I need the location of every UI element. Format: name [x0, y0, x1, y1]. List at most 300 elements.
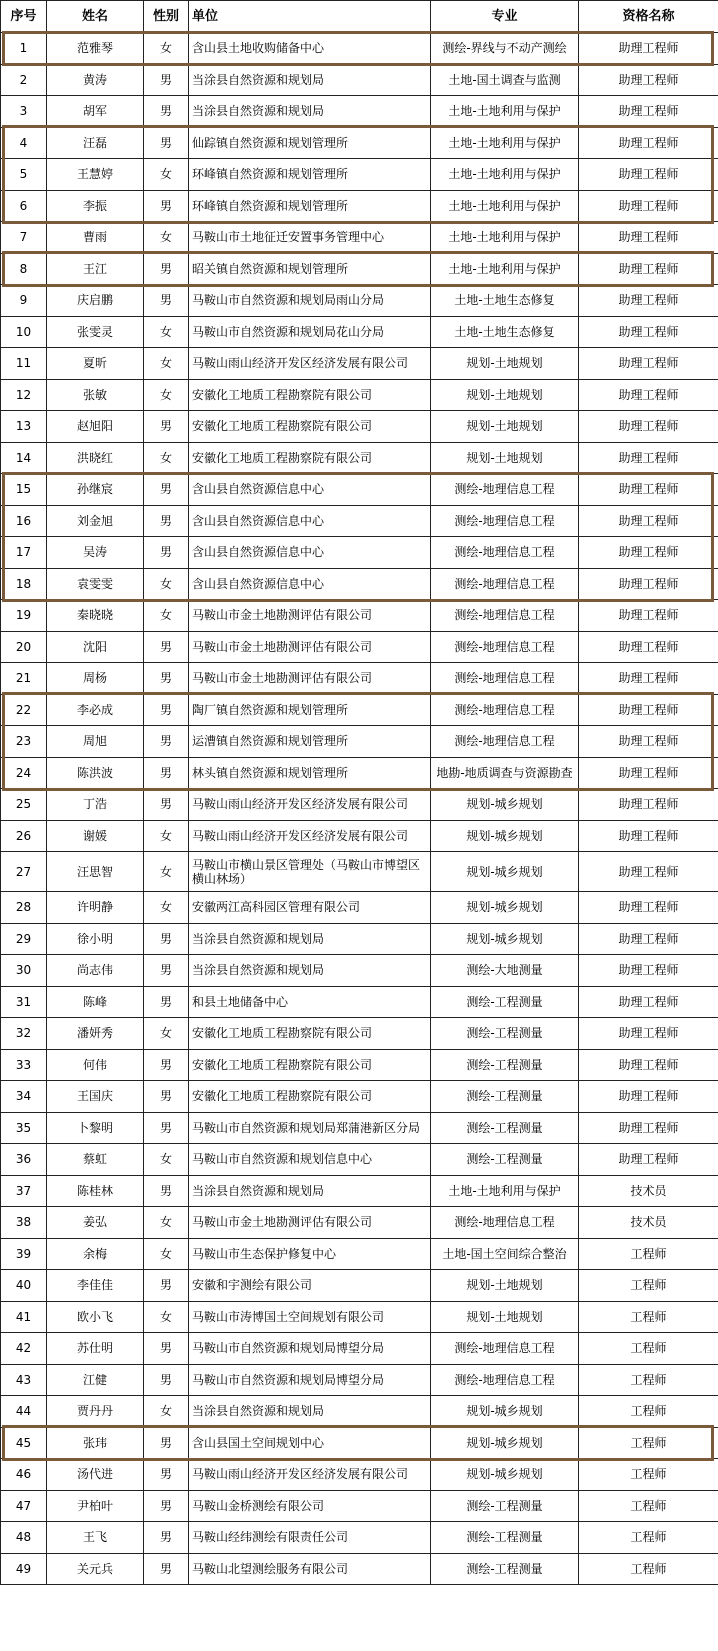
cell-unit: 马鞍山市金土地勘测评估有限公司 [189, 663, 431, 695]
cell-qual: 工程师 [579, 1522, 718, 1554]
cell-no: 25 [1, 789, 47, 821]
cell-gender: 男 [144, 955, 189, 987]
cell-name: 张雯灵 [47, 316, 144, 348]
cell-qual: 助理工程师 [579, 64, 718, 96]
cell-qual: 助理工程师 [579, 159, 718, 191]
table-row [1, 820, 718, 852]
cell-major: 规划-城乡规划 [431, 923, 579, 955]
table-row [1, 852, 718, 892]
cell-gender: 女 [144, 892, 189, 924]
cell-no: 20 [1, 631, 47, 663]
cell-name: 王国庆 [47, 1081, 144, 1113]
cell-unit: 含山县国土空间规划中心 [189, 1427, 431, 1459]
cell-name: 李必成 [47, 694, 144, 726]
table-row [1, 1364, 718, 1396]
cell-unit: 安徽和宇测绘有限公司 [189, 1270, 431, 1302]
cell-unit: 当涂县自然资源和规划局 [189, 923, 431, 955]
cell-unit: 林头镇自然资源和规划管理所 [189, 757, 431, 789]
cell-no: 32 [1, 1018, 47, 1050]
cell-gender: 女 [144, 600, 189, 632]
cell-name: 袁雯雯 [47, 568, 144, 600]
table-row [1, 1238, 718, 1270]
cell-gender: 男 [144, 726, 189, 758]
cell-name: 苏仕明 [47, 1333, 144, 1365]
cell-major: 测绘-工程测量 [431, 1144, 579, 1176]
cell-name: 谢媛 [47, 820, 144, 852]
cell-major: 规划-城乡规划 [431, 1459, 579, 1491]
cell-major: 土地-土地利用与保护 [431, 1175, 579, 1207]
table-row [1, 474, 718, 506]
cell-major: 规划-城乡规划 [431, 1427, 579, 1459]
cell-no: 13 [1, 411, 47, 443]
cell-name: 何伟 [47, 1049, 144, 1081]
table-row [1, 159, 718, 191]
cell-gender: 男 [144, 537, 189, 569]
cell-no: 46 [1, 1459, 47, 1491]
cell-unit: 马鞍山市自然资源和规划局雨山分局 [189, 285, 431, 317]
cell-qual: 助理工程师 [579, 852, 718, 892]
cell-unit: 马鞍山经纬测绘有限责任公司 [189, 1522, 431, 1554]
cell-name: 汪磊 [47, 127, 144, 159]
cell-name: 陈洪波 [47, 757, 144, 789]
cell-no: 18 [1, 568, 47, 600]
cell-gender: 男 [144, 64, 189, 96]
cell-unit: 昭关镇自然资源和规划管理所 [189, 253, 431, 285]
cell-no: 33 [1, 1049, 47, 1081]
cell-no: 11 [1, 348, 47, 380]
cell-gender: 男 [144, 1522, 189, 1554]
cell-major: 测绘-地理信息工程 [431, 694, 579, 726]
cell-unit: 当涂县自然资源和规划局 [189, 1175, 431, 1207]
cell-name: 关元兵 [47, 1553, 144, 1585]
cell-major: 规划-城乡规划 [431, 892, 579, 924]
cell-unit: 含山县土地收购储备中心 [189, 33, 431, 65]
cell-major: 规划-城乡规划 [431, 852, 579, 892]
cell-no: 42 [1, 1333, 47, 1365]
cell-no: 7 [1, 222, 47, 254]
cell-gender: 男 [144, 789, 189, 821]
cell-major: 测绘-地理信息工程 [431, 1333, 579, 1365]
cell-gender: 男 [144, 253, 189, 285]
cell-no: 12 [1, 379, 47, 411]
header-gender: 性别 [144, 1, 189, 33]
cell-no: 31 [1, 986, 47, 1018]
cell-unit: 含山县自然资源信息中心 [189, 474, 431, 506]
table-row [1, 726, 718, 758]
cell-gender: 女 [144, 33, 189, 65]
cell-name: 庆启鹏 [47, 285, 144, 317]
cell-qual: 工程师 [579, 1301, 718, 1333]
cell-no: 4 [1, 127, 47, 159]
cell-unit: 马鞍山市金土地勘测评估有限公司 [189, 631, 431, 663]
cell-gender: 女 [144, 348, 189, 380]
cell-major: 测绘-地理信息工程 [431, 631, 579, 663]
cell-unit: 当涂县自然资源和规划局 [189, 96, 431, 128]
cell-qual: 助理工程师 [579, 663, 718, 695]
cell-gender: 女 [144, 852, 189, 892]
cell-major: 规划-土地规划 [431, 1301, 579, 1333]
cell-qual: 助理工程师 [579, 348, 718, 380]
table-row [1, 1049, 718, 1081]
cell-qual: 助理工程师 [579, 253, 718, 285]
cell-major: 规划-城乡规划 [431, 1396, 579, 1428]
table-row [1, 537, 718, 569]
table-row [1, 96, 718, 128]
cell-no: 30 [1, 955, 47, 987]
cell-major: 土地-土地利用与保护 [431, 96, 579, 128]
cell-major: 测绘-地理信息工程 [431, 600, 579, 632]
cell-gender: 男 [144, 1490, 189, 1522]
cell-qual: 助理工程师 [579, 505, 718, 537]
cell-name: 张玮 [47, 1427, 144, 1459]
cell-gender: 男 [144, 1270, 189, 1302]
table-row [1, 789, 718, 821]
cell-name: 孙继宸 [47, 474, 144, 506]
cell-unit: 当涂县自然资源和规划局 [189, 955, 431, 987]
cell-unit: 安徽化工地质工程勘察院有限公司 [189, 411, 431, 443]
cell-unit: 马鞍山市自然资源和规划信息中心 [189, 1144, 431, 1176]
table-row [1, 1301, 718, 1333]
cell-gender: 女 [144, 1207, 189, 1239]
cell-name: 许明静 [47, 892, 144, 924]
cell-no: 43 [1, 1364, 47, 1396]
cell-qual: 工程师 [579, 1553, 718, 1585]
cell-unit: 安徽化工地质工程勘察院有限公司 [189, 1081, 431, 1113]
cell-name: 洪晓红 [47, 442, 144, 474]
cell-gender: 女 [144, 379, 189, 411]
header-name: 姓名 [47, 1, 144, 33]
cell-unit: 安徽两江高科园区管理有限公司 [189, 892, 431, 924]
table-row [1, 1459, 718, 1491]
cell-major: 测绘-地理信息工程 [431, 663, 579, 695]
cell-major: 测绘-工程测量 [431, 1081, 579, 1113]
table-row [1, 316, 718, 348]
cell-qual: 助理工程师 [579, 127, 718, 159]
cell-major: 土地-国土调查与监测 [431, 64, 579, 96]
cell-unit: 仙踪镇自然资源和规划管理所 [189, 127, 431, 159]
cell-name: 蔡虹 [47, 1144, 144, 1176]
cell-major: 土地-土地生态修复 [431, 285, 579, 317]
cell-qual: 助理工程师 [579, 568, 718, 600]
cell-gender: 女 [144, 159, 189, 191]
cell-gender: 男 [144, 631, 189, 663]
table-row [1, 663, 718, 695]
cell-name: 张敏 [47, 379, 144, 411]
cell-major: 测绘-地理信息工程 [431, 474, 579, 506]
cell-unit: 马鞍山市自然资源和规划局博望分局 [189, 1333, 431, 1365]
cell-no: 45 [1, 1427, 47, 1459]
cell-no: 36 [1, 1144, 47, 1176]
cell-qual: 助理工程师 [579, 537, 718, 569]
cell-no: 41 [1, 1301, 47, 1333]
table-row [1, 127, 718, 159]
table-row [1, 379, 718, 411]
table-row [1, 1144, 718, 1176]
cell-unit: 安徽化工地质工程勘察院有限公司 [189, 379, 431, 411]
cell-unit: 含山县自然资源信息中心 [189, 505, 431, 537]
cell-gender: 男 [144, 663, 189, 695]
table-row [1, 1018, 718, 1050]
cell-major: 土地-土地利用与保护 [431, 253, 579, 285]
cell-name: 刘金旭 [47, 505, 144, 537]
cell-unit: 马鞍山北望测绘服务有限公司 [189, 1553, 431, 1585]
cell-qual: 助理工程师 [579, 820, 718, 852]
table-row [1, 1490, 718, 1522]
cell-name: 汤代进 [47, 1459, 144, 1491]
cell-no: 26 [1, 820, 47, 852]
cell-qual: 助理工程师 [579, 923, 718, 955]
cell-name: 尚志伟 [47, 955, 144, 987]
header-unit: 单位 [189, 1, 431, 33]
table-row [1, 1333, 718, 1365]
table-row [1, 1427, 718, 1459]
cell-name: 王江 [47, 253, 144, 285]
cell-no: 44 [1, 1396, 47, 1428]
cell-no: 23 [1, 726, 47, 758]
cell-name: 余梅 [47, 1238, 144, 1270]
cell-unit: 马鞍山雨山经济开发区经济发展有限公司 [189, 820, 431, 852]
cell-no: 40 [1, 1270, 47, 1302]
cell-unit: 马鞍山金桥测绘有限公司 [189, 1490, 431, 1522]
cell-unit: 马鞍山市自然资源和规划局郑蒲港新区分局 [189, 1112, 431, 1144]
cell-name: 曹雨 [47, 222, 144, 254]
cell-qual: 助理工程师 [579, 316, 718, 348]
table-row [1, 222, 718, 254]
cell-gender: 男 [144, 1459, 189, 1491]
cell-unit: 安徽化工地质工程勘察院有限公司 [189, 442, 431, 474]
header-row [1, 1, 718, 33]
cell-gender: 男 [144, 1553, 189, 1585]
cell-major: 测绘-界线与不动产测绘 [431, 33, 579, 65]
cell-qual: 工程师 [579, 1490, 718, 1522]
cell-unit: 马鞍山市生态保护修复中心 [189, 1238, 431, 1270]
cell-unit: 马鞍山市涛博国土空间规划有限公司 [189, 1301, 431, 1333]
cell-qual: 助理工程师 [579, 955, 718, 987]
cell-qual: 工程师 [579, 1333, 718, 1365]
cell-no: 35 [1, 1112, 47, 1144]
cell-no: 48 [1, 1522, 47, 1554]
cell-gender: 男 [144, 505, 189, 537]
table-row [1, 1081, 718, 1113]
cell-major: 土地-国土空间综合整治 [431, 1238, 579, 1270]
cell-unit: 马鞍山雨山经济开发区经济发展有限公司 [189, 348, 431, 380]
table-row [1, 348, 718, 380]
cell-no: 37 [1, 1175, 47, 1207]
cell-qual: 助理工程师 [579, 986, 718, 1018]
cell-name: 黄涛 [47, 64, 144, 96]
cell-name: 夏昕 [47, 348, 144, 380]
cell-unit: 马鞍山市自然资源和规划局博望分局 [189, 1364, 431, 1396]
cell-gender: 男 [144, 411, 189, 443]
cell-name: 王飞 [47, 1522, 144, 1554]
cell-unit: 运漕镇自然资源和规划管理所 [189, 726, 431, 758]
cell-major: 测绘-工程测量 [431, 1522, 579, 1554]
cell-gender: 男 [144, 923, 189, 955]
cell-qual: 工程师 [579, 1270, 718, 1302]
cell-unit: 当涂县自然资源和规划局 [189, 1396, 431, 1428]
table-row [1, 505, 718, 537]
cell-no: 17 [1, 537, 47, 569]
cell-qual: 助理工程师 [579, 600, 718, 632]
cell-major: 土地-土地利用与保护 [431, 190, 579, 222]
cell-major: 测绘-工程测量 [431, 1112, 579, 1144]
cell-name: 丁浩 [47, 789, 144, 821]
cell-gender: 女 [144, 316, 189, 348]
table-row [1, 986, 718, 1018]
cell-unit: 安徽化工地质工程勘察院有限公司 [189, 1049, 431, 1081]
cell-major: 规划-城乡规划 [431, 789, 579, 821]
cell-name: 陈峰 [47, 986, 144, 1018]
cell-gender: 女 [144, 1144, 189, 1176]
cell-major: 规划-土地规划 [431, 442, 579, 474]
cell-qual: 助理工程师 [579, 1081, 718, 1113]
cell-major: 地勘-地质调查与资源勘查 [431, 757, 579, 789]
cell-name: 范雅琴 [47, 33, 144, 65]
cell-name: 贾丹丹 [47, 1396, 144, 1428]
cell-major: 土地-土地利用与保护 [431, 127, 579, 159]
header-qual: 资格名称 [579, 1, 718, 33]
table-row [1, 892, 718, 924]
cell-major: 土地-土地利用与保护 [431, 159, 579, 191]
cell-qual: 助理工程师 [579, 694, 718, 726]
cell-no: 39 [1, 1238, 47, 1270]
table-row [1, 568, 718, 600]
cell-major: 测绘-大地测量 [431, 955, 579, 987]
cell-unit: 马鞍山雨山经济开发区经济发展有限公司 [189, 789, 431, 821]
cell-qual: 助理工程师 [579, 1112, 718, 1144]
cell-gender: 男 [144, 127, 189, 159]
cell-major: 土地-土地生态修复 [431, 316, 579, 348]
cell-unit: 马鞍山市金土地勘测评估有限公司 [189, 1207, 431, 1239]
cell-gender: 男 [144, 1427, 189, 1459]
cell-name: 周杨 [47, 663, 144, 695]
cell-no: 2 [1, 64, 47, 96]
cell-name: 沈阳 [47, 631, 144, 663]
cell-gender: 男 [144, 986, 189, 1018]
cell-major: 测绘-地理信息工程 [431, 537, 579, 569]
cell-gender: 女 [144, 1396, 189, 1428]
cell-qual: 助理工程师 [579, 474, 718, 506]
cell-unit: 环峰镇自然资源和规划管理所 [189, 190, 431, 222]
cell-gender: 男 [144, 1364, 189, 1396]
cell-major: 规划-土地规划 [431, 348, 579, 380]
cell-no: 3 [1, 96, 47, 128]
cell-name: 尹柏叶 [47, 1490, 144, 1522]
cell-no: 21 [1, 663, 47, 695]
cell-no: 49 [1, 1553, 47, 1585]
cell-unit: 和县土地储备中心 [189, 986, 431, 1018]
cell-name: 姜弘 [47, 1207, 144, 1239]
cell-major: 测绘-工程测量 [431, 1490, 579, 1522]
table-row [1, 1175, 718, 1207]
cell-name: 汪思智 [47, 852, 144, 892]
cell-qual: 助理工程师 [579, 190, 718, 222]
cell-qual: 工程师 [579, 1459, 718, 1491]
cell-name: 欧小飞 [47, 1301, 144, 1333]
cell-no: 8 [1, 253, 47, 285]
cell-qual: 助理工程师 [579, 1144, 718, 1176]
cell-qual: 助理工程师 [579, 1018, 718, 1050]
cell-no: 47 [1, 1490, 47, 1522]
table-row [1, 631, 718, 663]
cell-no: 15 [1, 474, 47, 506]
cell-name: 胡军 [47, 96, 144, 128]
table-row [1, 1522, 718, 1554]
cell-gender: 男 [144, 1081, 189, 1113]
cell-gender: 男 [144, 1175, 189, 1207]
cell-name: 李振 [47, 190, 144, 222]
cell-qual: 助理工程师 [579, 757, 718, 789]
cell-name: 赵旭阳 [47, 411, 144, 443]
table-row [1, 64, 718, 96]
cell-major: 规划-土地规划 [431, 1270, 579, 1302]
cell-name: 陈桂林 [47, 1175, 144, 1207]
cell-qual: 助理工程师 [579, 96, 718, 128]
table-row [1, 411, 718, 443]
cell-major: 测绘-工程测量 [431, 1018, 579, 1050]
cell-name: 江健 [47, 1364, 144, 1396]
table-row [1, 253, 718, 285]
cell-no: 14 [1, 442, 47, 474]
cell-qual: 工程师 [579, 1396, 718, 1428]
cell-gender: 女 [144, 1301, 189, 1333]
cell-qual: 工程师 [579, 1364, 718, 1396]
cell-no: 9 [1, 285, 47, 317]
cell-qual: 工程师 [579, 1427, 718, 1459]
cell-unit: 含山县自然资源信息中心 [189, 568, 431, 600]
table-row [1, 600, 718, 632]
cell-gender: 女 [144, 1238, 189, 1270]
cell-qual: 助理工程师 [579, 789, 718, 821]
cell-qual: 助理工程师 [579, 33, 718, 65]
table-row [1, 955, 718, 987]
cell-major: 规划-城乡规划 [431, 820, 579, 852]
cell-gender: 男 [144, 694, 189, 726]
cell-no: 28 [1, 892, 47, 924]
cell-no: 24 [1, 757, 47, 789]
cell-no: 19 [1, 600, 47, 632]
cell-gender: 女 [144, 820, 189, 852]
cell-major: 测绘-工程测量 [431, 1553, 579, 1585]
cell-qual: 技术员 [579, 1175, 718, 1207]
cell-unit: 马鞍山市自然资源和规划局花山分局 [189, 316, 431, 348]
cell-no: 29 [1, 923, 47, 955]
cell-no: 1 [1, 33, 47, 65]
cell-major: 测绘-地理信息工程 [431, 726, 579, 758]
cell-major: 土地-土地利用与保护 [431, 222, 579, 254]
cell-qual: 助理工程师 [579, 442, 718, 474]
cell-unit: 马鞍山市横山景区管理处（马鞍山市博望区横山林场） [189, 852, 431, 892]
table-row [1, 694, 718, 726]
cell-unit: 马鞍山雨山经济开发区经济发展有限公司 [189, 1459, 431, 1491]
cell-qual: 工程师 [579, 1238, 718, 1270]
cell-no: 5 [1, 159, 47, 191]
cell-major: 测绘-地理信息工程 [431, 505, 579, 537]
cell-name: 秦晓晓 [47, 600, 144, 632]
table-row [1, 923, 718, 955]
table-row [1, 1112, 718, 1144]
cell-qual: 助理工程师 [579, 892, 718, 924]
cell-gender: 男 [144, 1112, 189, 1144]
cell-unit: 马鞍山市金土地勘测评估有限公司 [189, 600, 431, 632]
table-row [1, 1270, 718, 1302]
table-row [1, 1553, 718, 1585]
cell-no: 16 [1, 505, 47, 537]
table-row [1, 1396, 718, 1428]
cell-gender: 男 [144, 96, 189, 128]
cell-no: 22 [1, 694, 47, 726]
cell-unit: 含山县自然资源信息中心 [189, 537, 431, 569]
